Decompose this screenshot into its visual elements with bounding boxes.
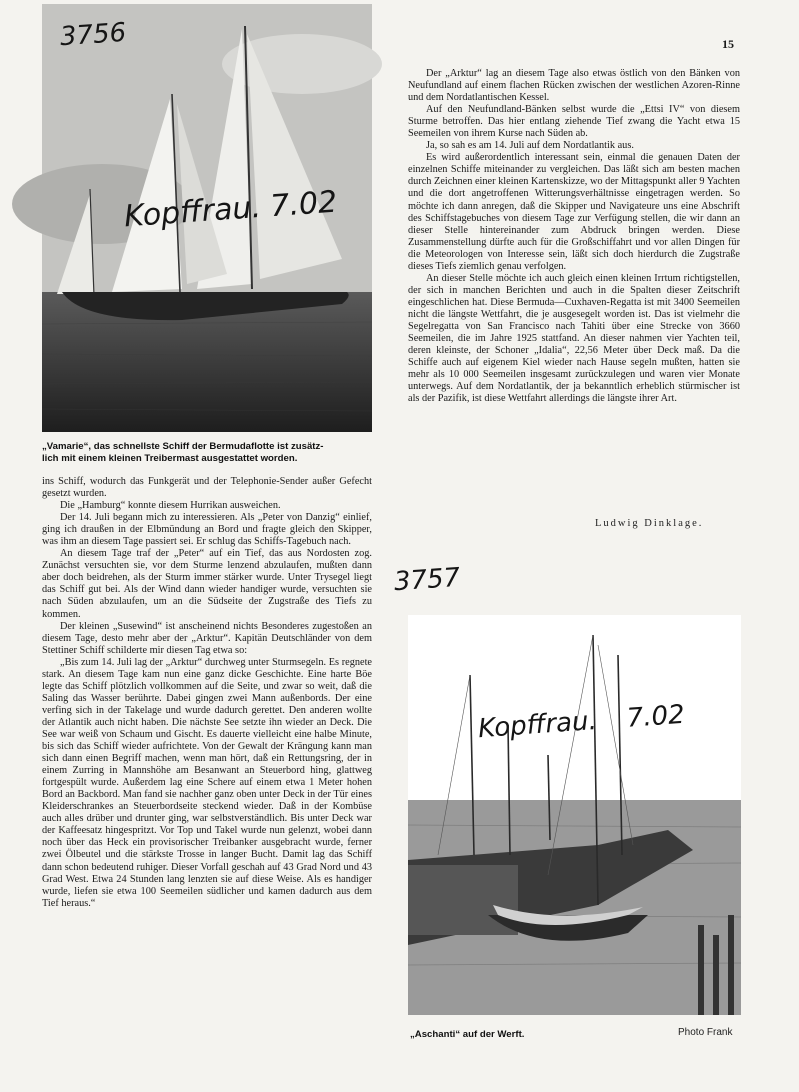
photo-aschanti	[393, 562, 741, 1015]
photo2-note-number: 7.02	[625, 699, 686, 734]
paragraph: An dieser Stelle möchte ich auch gleich einen kleinen Irrtum richtigstellen, der sich in manchen Berichten und auch in die Spalten dieser Zeitschrift eingeschlichen hat. Diese Bermuda—Cuxhaven-Regatta ist mit 3400 Seemeilen nicht die längste Wettfahrt, die je ausgesegelt worden ist. Das ist vielmehr die Segelregatta von San Francisco nach Tahiti über eine Strecke von 3660 Seemeilen, die im Jahre 1925 stattfand. An dieser nahmen vier Yachten teil, deren kleinste, der Schoner „Idalia“, 22,56 Meter über Deck maß. Da die Schiffe auch auf eigenem Kiel wieder nach Hause segeln mußten, hatten sie mehr als 10 000 Seemeilen insgesamt zurückzulegen und waren vier Monate unterwegs. Auf dem Nordatlantik, der ja bekanntlich erheblich stürmischer ist als der Pazifik, ist diese Wettfahrt allerdings die längste ihrer Art.	[408, 272, 740, 405]
photo1-note-number: 7.02	[269, 184, 339, 225]
photo1-caption-line2: lich mit einem kleinen Treibermast ausgestattet worden.	[42, 453, 298, 464]
photo1-reference-number: 3756	[59, 17, 128, 53]
paragraph: „Bis zum 14. Juli lag der „Arktur“ durchweg unter Sturmsegeln. Es regnete stark. An diesem Tage kam nun eine ganz dicke Geschichte. Eine harte Böe legte das Schiff plötzlich vollkommen auf die Seite, und zwar so weit, daß die Saling das Wasser berührte. Dabei gingen zwei Mann außenbords. Der eine verfing sich in der Takelage und wurde dadurch gerettet. Den anderen wollte der Atlantik auch nicht haben. Die nächste See setzte ihn wieder an Deck. Die See war weiß von Schaum und Gischt. Es dauerte vielleicht eine halbe Minute, bis sich das Schiff wieder aufrichtete. Von der Gewalt der Krängung kann man sich dann einen Begriff machen, wenn man hört, daß ein Rettungsring, der in einem Zurring in Mannshöhe am Besanwant an Steuerbord hing, glattweg fortgespült wurde. Außerdem lag eine Schere auf einem etwa 1 Meter hohen Bord an Backbord. Man fand sie nachher ganz oben unter Deck in der Tür eines Kleiderschrankes an Steuerbordseite steckend wieder. Daß in der Kombüse auch alles drüber und drunter ging, war selbstverständlich. Bis unter Deck war der Kaffeesatz hingespritzt. Vor Top und Takel wurde nun gelenzt, wobei dann noch über das Heck ein provisorischer Treibanker ausgebracht wurde, ferner zwei Ölbeutel und die stärkste Trosse in langer Bucht. Damit lag das Schiff dann schon bedeutend ruhiger. Dieser Vorfall geschah auf 43 Grad Nord und 43 Grad West. Etwa 24 Stunden lang lenzten sie auf diese Weise. Als es handiger wurde, liefen sie etwa 100 Seemeilen südlicher und kamen dadurch aus dem Tief heraus.“	[42, 656, 372, 909]
paragraph: An diesem Tage traf der „Peter“ auf ein Tief, das aus Nordosten zog. Zunächst versuchten sie, vor dem Sturme lenzend abzulaufen, mußten dann aber doch beidrehen, als der Sturm immer stärker wurde. Unter Trysegel liegt das Schiff gut bei. Als der Wind dann wieder handiger wurde, versuchten sie nach Süden abzulaufen, um an die Südseite der Zugstraße des Tiefs zu kommen.	[42, 548, 372, 620]
paragraph: Der 14. Juli begann mich zu interessieren. Als „Peter von Danzig“ einlief, ging ich draußen in der Elbmündung an Bord und fragte gleich den Skipper, was ihm an diesem Tage passiert sei. Er schlug das Schiffs-Tagebuch nach.	[42, 512, 372, 548]
photo-vamarie	[42, 4, 372, 432]
paragraph: ins Schiff, wodurch das Funkgerät und der Telephonie-Sender außer Gefecht gesetzt wurden.	[42, 476, 372, 500]
page-number: 15	[722, 37, 734, 51]
paragraph: Die „Hamburg“ konnte diesem Hurrikan ausweichen.	[60, 500, 281, 512]
paragraph: Es wird außerordentlich interessant sein, einmal die genauen Daten der einzelnen Schiffe miteinander zu vergleichen. Das läßt sich am besten machen durch Zeichnen einer kleinen Kartenskizze, wo der Mittagspunkt aller 9 Yachten und die dort angetroffenen Witterungsverhältnisse eingetragen werden. So möchte ich dann anregen, daß die Skipper und Navigateure uns eine Abschrift des Schiffstagebuches von diesem Tage zur Verfügung stellen, die wir dann an dieser Stelle hintereinander zum Abdruck bringen werden. Diese Zusammenstellung dürfte auch für die Großschiffahrt und vor allen Dingen für die Meteorologen von Interesse sein, läßt sich doch hierdurch die Zugstraße dieses Tiefs ziemlich genau verfolgen.	[408, 152, 740, 272]
photo2-caption: „Aschanti“ auf der Werft.	[410, 1029, 525, 1040]
paragraph: Ja, so sah es am 14. Juli auf dem Nordatlantik aus.	[426, 140, 634, 152]
paragraph: Der „Arktur“ lag an diesem Tage also etwas östlich von den Bänken von Neufundland auf einem flachen Rücken zwischen der westlichen Azoren-Rinne und dem Nordatlantischen Kessel.	[408, 68, 740, 104]
photo2-note-word: Kopffrau.	[477, 705, 598, 745]
photo1-note-word: Kopffrau.	[123, 189, 263, 235]
photo1-caption-line1: „Vamarie“, das schnellste Schiff der Bermudaflotte ist zusätz-	[42, 441, 324, 452]
author-signature: Ludwig Dinklage.	[595, 518, 704, 529]
photo2-reference-number: 3757	[393, 562, 462, 598]
harbor-illustration	[408, 615, 741, 1015]
photo2-credit: Photo Frank	[678, 1027, 733, 1038]
right-text-column	[408, 68, 740, 516]
paragraph: Der kleinen „Susewind“ ist anscheinend nichts Besonderes zugestoßen an diesem Tage, desto mehr aber der „Arktur“. Kapitän Deutschländer von dem Stettiner Schiff schilderte mir diesen Tag etwa so:	[42, 620, 372, 656]
paragraph: Auf den Neufundland-Bänken selbst wurde die „Ettsi IV“ von diesem Sturme betroffen. Das hier entlang ziehende Tief zwang die Yacht etwa 15 Seemeilen von ihrem Kurse nach Süden ab.	[408, 104, 740, 140]
left-text-column	[42, 476, 372, 1056]
photo1-caption	[42, 441, 372, 465]
